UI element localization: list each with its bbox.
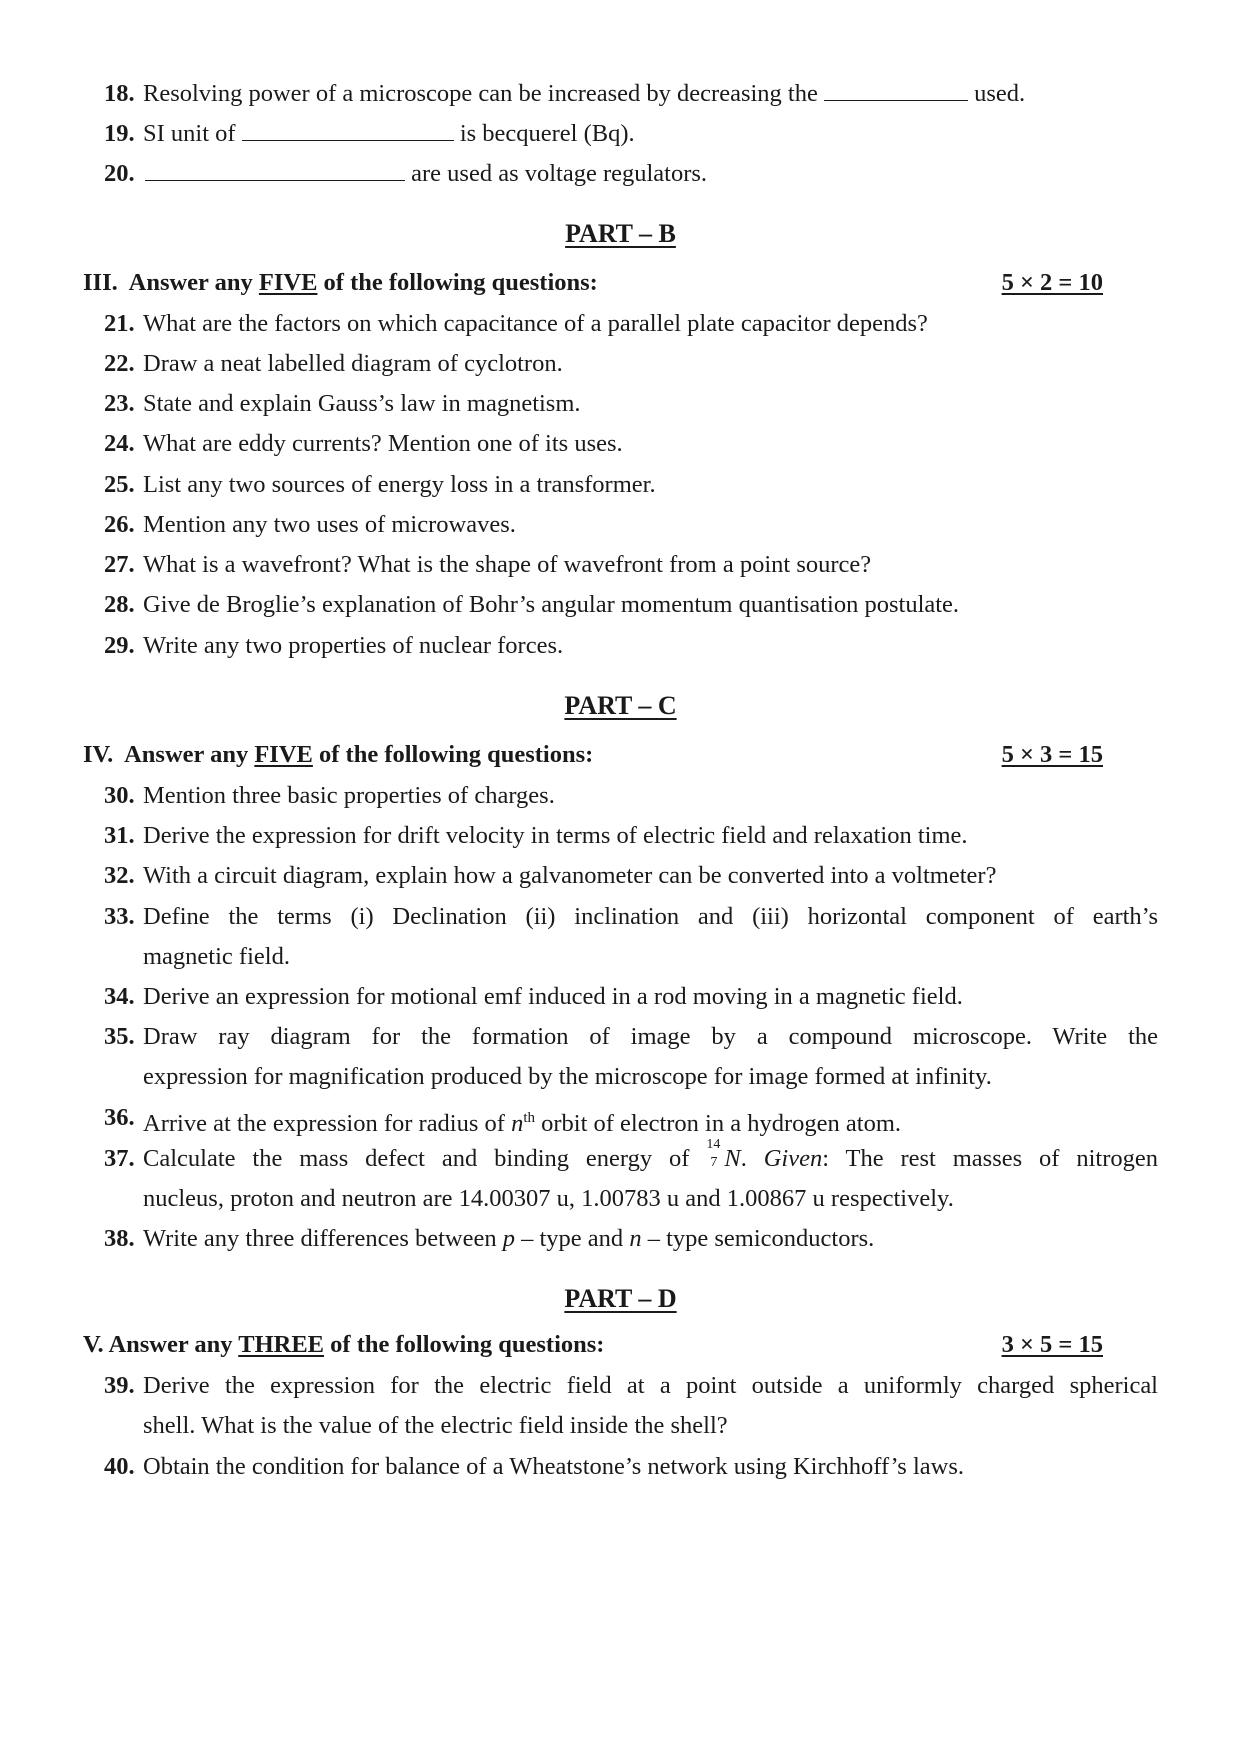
question-text-end: used. xyxy=(974,80,1026,107)
question-number: 24. xyxy=(104,430,135,457)
question-text: Derive the expression for drift velocity in terms of electric field and relaxation time. xyxy=(143,822,968,849)
question-text: What are the factors on which capacitance of a parallel plate capacitor depends? xyxy=(143,310,928,337)
question-text-end: : The rest masses of nitrogen xyxy=(822,1145,1159,1172)
question-number: 22. xyxy=(104,350,135,377)
answer-blank xyxy=(145,160,405,181)
superscript-th: th xyxy=(523,1110,535,1126)
question-text: Derive the expression for the electric field at a point outside a uniformly charged spherical xyxy=(143,1372,1158,1399)
part-c-title: PART – C xyxy=(564,691,677,720)
question-text-continued: magnetic field. xyxy=(143,943,290,970)
mass-number: 14 xyxy=(706,1137,721,1152)
question-text: With a circuit diagram, explain how a galvanometer can be converted into a voltmeter? xyxy=(143,862,997,889)
question-number: 29. xyxy=(104,632,135,659)
question-number: 40. xyxy=(104,1453,135,1480)
answer-blank xyxy=(824,80,968,101)
question-text: Obtain the condition for balance of a Wheatstone’s network using Kirchhoff’s laws. xyxy=(143,1453,964,1480)
question-text-end: are used as voltage regulators. xyxy=(411,160,708,187)
question-number: 26. xyxy=(104,511,135,538)
question-text: What is a wavefront? What is the shape of wavefront from a point source? xyxy=(143,551,872,578)
answer-blank xyxy=(242,120,454,141)
question-number: 34. xyxy=(104,983,135,1010)
question-text: Draw ray diagram for the formation of image by a compound microscope. Write the xyxy=(143,1023,1158,1050)
question-text: Mention three basic properties of charges. xyxy=(143,782,555,809)
part-d-instruction: V. Answer any THREE of the following questions: xyxy=(83,1331,605,1358)
question-text-continued: nucleus, proton and neutron are 14.00307 u, 1.00783 u and 1.00867 u respectively. xyxy=(143,1185,954,1212)
question-number: 30. xyxy=(104,782,135,809)
question-text: Derive an expression for motional emf induced in a rod moving in a magnetic field. xyxy=(143,983,963,1010)
question-text-end: – type semiconductors. xyxy=(647,1225,875,1252)
question-text-end: is becquerel (Bq). xyxy=(459,120,635,147)
question-number: 27. xyxy=(104,551,135,578)
question-number: 23. xyxy=(104,390,135,417)
question-number: 35. xyxy=(104,1023,135,1050)
variable-p: p xyxy=(502,1225,515,1252)
question-text: Calculate the mass defect and binding energy of xyxy=(143,1145,690,1172)
question-text: Draw a neat labelled diagram of cyclotron. xyxy=(143,350,563,377)
question-number: 36. xyxy=(104,1104,135,1131)
question-number: 32. xyxy=(104,862,135,889)
question-number: 19. xyxy=(104,120,135,147)
question-text-continued: expression for magnification produced by the microscope for image formed at infinity. xyxy=(143,1063,992,1090)
question-number: 25. xyxy=(104,471,135,498)
question-text: State and explain Gauss’s law in magnetism. xyxy=(143,390,581,417)
question-number: 21. xyxy=(104,310,135,337)
question-text: What are eddy currents? Mention one of its uses. xyxy=(143,430,623,457)
question-text: Arrive at the expression for radius of xyxy=(143,1110,505,1138)
question-number: 31. xyxy=(104,822,135,849)
exam-page: 18. Resolving power of a microscope can be increased by decreasing the used. 19. SI unit of is becquerel (Bq). 20. are used as voltage regulators. PART – B III. Answer any FIVE of the following questions: 5 × 2 = 10 21. What are the factors on which capacitance of a parallel plate capacitor depends? 22. Draw a neat labelled diagram of cyclotron. 23. State and explain Gauss’s law in magnetism. 24. What are eddy currents? Mention one of its uses. 25. List any two sources of energy loss in a transformer. 26. Mention any two uses of microwaves. 27. What is a wavefront? What is the shape of wavefront from a point source? 28. Give de Broglie’s explanation of Bohr’s angular momentum quantisation postulate. 29. Write any two properties of nuclear forces. PART – C IV. Answer any FIVE of the following questions: 5 × 3 = 15 30. Mention three basic properties of charges. 31. Derive the expression for drift velocity in terms of electric field and relaxation time. 32. With a circuit diagram, explain how a galvanometer can be converted into a voltmeter? 33. Define the terms (i) Declination (ii) inclination and (iii) horizontal component of earth’s magnetic field. 34. Derive an expression for motional emf induced in a rod moving in a magnetic field. 35. Draw ray diagram for the formation of image by a compound microscope. Write the expression for magnification produced by the microscope for image formed at infinity. 36. Arrive at the expression for radius of $n^{th}$ orbit of electron in a hydrogen atom. 37. Calculate the mass defect and binding energy of 14 7 N. Given: The rest masses of nitrogen nucleus, proton and neutron are 14.00307 u, 1.00783 u and 1.00867 u respectively. 38. Write any three differences between p – type and n – type semiconductors. PART – D V. Answer any THREE of the following questions: 3 × 5 = 15 39. Derive the expression for the electric field at a point outside a uniformly charged spherical shell. What is the value of the electric field inside the shell? 40. Obtain the condition for balance of a Wheatstone’s network using Kirchhoff’s laws. xyxy=(0,0,1241,1754)
part-d-marks: 3 × 5 = 15 xyxy=(1001,1331,1103,1358)
question-number: 33. xyxy=(104,903,135,930)
variable-n: n xyxy=(511,1110,524,1138)
question-number: 20. xyxy=(104,160,135,187)
part-b-instruction: III. Answer any FIVE of the following questions: xyxy=(83,269,598,296)
element-symbol: N xyxy=(724,1145,741,1172)
question-number: 38. xyxy=(104,1225,135,1252)
part-b-title: PART – B xyxy=(565,219,676,248)
question-number: 28. xyxy=(104,591,135,618)
part-d-title: PART – D xyxy=(564,1284,677,1313)
question-number: 37. xyxy=(104,1145,135,1172)
question-text-end: orbit of electron in a hydrogen atom. xyxy=(541,1110,902,1138)
question-text: Resolving power of a microscope can be increased by decreasing the xyxy=(143,80,818,107)
question-text: List any two sources of energy loss in a transformer. xyxy=(143,471,656,498)
question-text: Write any three differences between xyxy=(143,1225,497,1252)
question-text-continued: shell. What is the value of the electric field inside the shell? xyxy=(143,1412,728,1439)
question-number: 18. xyxy=(104,80,135,107)
part-b-marks: 5 × 2 = 10 xyxy=(1001,269,1103,296)
variable-n: n xyxy=(629,1225,642,1252)
part-c-marks: 5 × 3 = 15 xyxy=(1001,741,1103,768)
question-text: SI unit of xyxy=(143,120,236,147)
part-c-instruction: IV. Answer any FIVE of the following questions: xyxy=(83,741,594,768)
atomic-number: 7 xyxy=(710,1155,718,1170)
question-text: Give de Broglie’s explanation of Bohr’s angular momentum quantisation postulate. xyxy=(143,591,960,618)
nuclide-notation xyxy=(706,1137,724,1170)
question-number: 39. xyxy=(104,1372,135,1399)
given-label: Given xyxy=(763,1145,823,1172)
question-text: Write any two properties of nuclear forces. xyxy=(143,632,564,659)
question-text: Mention any two uses of microwaves. xyxy=(143,511,516,538)
question-text: Define the terms (i) Declination (ii) inclination and (iii) horizontal component of earth’s xyxy=(143,903,1158,930)
